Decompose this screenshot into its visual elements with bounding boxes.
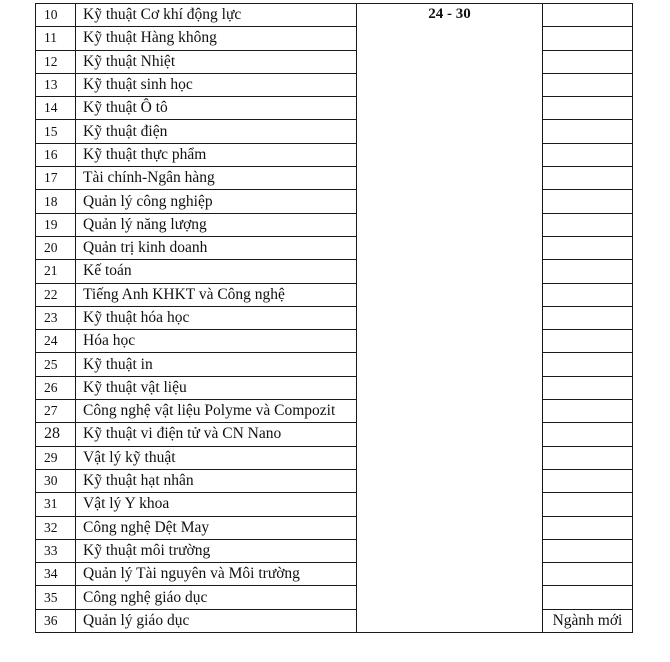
table-row (36, 353, 633, 376)
note-cell (543, 50, 633, 73)
major-name: Kỹ thuật hóa học (76, 306, 357, 329)
major-name: Kỹ thuật sinh học (76, 73, 357, 96)
note-cell (543, 353, 633, 376)
major-name: Kỹ thuật thực phẩm (76, 143, 357, 166)
table-row (36, 97, 633, 120)
note-cell (543, 330, 633, 353)
major-name: Kỹ thuật vi điện tử và CN Nano (76, 423, 357, 446)
row-number: 24 (36, 330, 76, 353)
table-row (36, 120, 633, 143)
table-row (36, 50, 633, 73)
row-number: 30 (36, 469, 76, 492)
score-range: 24 - 30 (357, 4, 543, 633)
majors-table-body (36, 4, 633, 633)
note-cell (543, 446, 633, 469)
row-number: 13 (36, 73, 76, 96)
note-cell (543, 376, 633, 399)
note-cell (543, 236, 633, 259)
table-row (36, 469, 633, 492)
major-name: Kỹ thuật Nhiệt (76, 50, 357, 73)
row-number: 22 (36, 283, 76, 306)
major-name: Kỹ thuật Ô tô (76, 97, 357, 120)
major-name: Hóa học (76, 330, 357, 353)
row-number: 12 (36, 50, 76, 73)
note-cell (543, 190, 633, 213)
note-cell (543, 213, 633, 236)
row-number: 25 (36, 353, 76, 376)
note-cell (543, 469, 633, 492)
note-cell (543, 97, 633, 120)
major-name: Công nghệ vật liệu Polyme và Compozit (76, 400, 357, 423)
table-row (36, 27, 633, 50)
major-name: Quản lý Tài nguyên và Môi trường (76, 563, 357, 586)
row-number: 11 (36, 27, 76, 50)
major-name: Vật lý kỹ thuật (76, 446, 357, 469)
majors-table (35, 3, 633, 633)
major-name: Kế toán (76, 260, 357, 283)
major-name: Quản lý giáo dục (76, 609, 357, 632)
table-row (36, 283, 633, 306)
row-number: 18 (36, 190, 76, 213)
major-name: Công nghệ giáo dục (76, 586, 357, 609)
row-number: 19 (36, 213, 76, 236)
row-number: 34 (36, 563, 76, 586)
major-name: Quản trị kinh doanh (76, 236, 357, 259)
table-row (36, 143, 633, 166)
note-cell (543, 423, 633, 446)
major-name: Quản lý công nghiệp (76, 190, 357, 213)
table-row (36, 4, 633, 27)
major-name: Kỹ thuật Cơ khí động lực (76, 4, 357, 27)
note-cell (543, 516, 633, 539)
row-number: 29 (36, 446, 76, 469)
table-row (36, 330, 633, 353)
major-name: Quản lý năng lượng (76, 213, 357, 236)
note-cell (543, 493, 633, 516)
row-number: 27 (36, 400, 76, 423)
note-cell (543, 260, 633, 283)
table-row (36, 586, 633, 609)
table-row (36, 73, 633, 96)
note-cell (543, 4, 633, 27)
note-cell (543, 306, 633, 329)
table-row (36, 376, 633, 399)
table-row (36, 493, 633, 516)
table-row (36, 516, 633, 539)
table-row (36, 563, 633, 586)
row-number: 10 (36, 4, 76, 27)
table-row (36, 260, 633, 283)
note-cell (543, 586, 633, 609)
row-number: 23 (36, 306, 76, 329)
table-row (36, 446, 633, 469)
major-name: Tiếng Anh KHKT và Công nghệ (76, 283, 357, 306)
note-cell (543, 143, 633, 166)
table-row (36, 306, 633, 329)
table-row (36, 190, 633, 213)
major-name: Công nghệ Dệt May (76, 516, 357, 539)
row-number: 35 (36, 586, 76, 609)
table-row (36, 213, 633, 236)
note-cell (543, 120, 633, 143)
major-name: Kỹ thuật in (76, 353, 357, 376)
table-row (36, 609, 633, 632)
row-number: 28 (36, 423, 76, 446)
row-number: 15 (36, 120, 76, 143)
table-row (36, 167, 633, 190)
note-cell (543, 27, 633, 50)
note-cell (543, 73, 633, 96)
table-row (36, 400, 633, 423)
table-row (36, 236, 633, 259)
major-name: Vật lý Y khoa (76, 493, 357, 516)
row-number: 14 (36, 97, 76, 120)
major-name: Kỹ thuật vật liệu (76, 376, 357, 399)
row-number: 26 (36, 376, 76, 399)
row-number: 31 (36, 493, 76, 516)
row-number: 36 (36, 609, 76, 632)
table-row (36, 423, 633, 446)
major-name: Kỹ thuật Hàng không (76, 27, 357, 50)
note-cell (543, 563, 633, 586)
major-name: Kỹ thuật điện (76, 120, 357, 143)
row-number: 33 (36, 539, 76, 562)
major-name: Kỹ thuật hạt nhân (76, 469, 357, 492)
note-cell (543, 400, 633, 423)
row-number: 21 (36, 260, 76, 283)
row-number: 16 (36, 143, 76, 166)
row-number: 32 (36, 516, 76, 539)
note-cell (543, 283, 633, 306)
row-number: 20 (36, 236, 76, 259)
note-cell (543, 167, 633, 190)
major-name: Kỹ thuật môi trường (76, 539, 357, 562)
note-cell: Ngành mới (543, 609, 633, 632)
note-cell (543, 539, 633, 562)
row-number: 17 (36, 167, 76, 190)
major-name: Tài chính-Ngân hàng (76, 167, 357, 190)
table-row (36, 539, 633, 562)
